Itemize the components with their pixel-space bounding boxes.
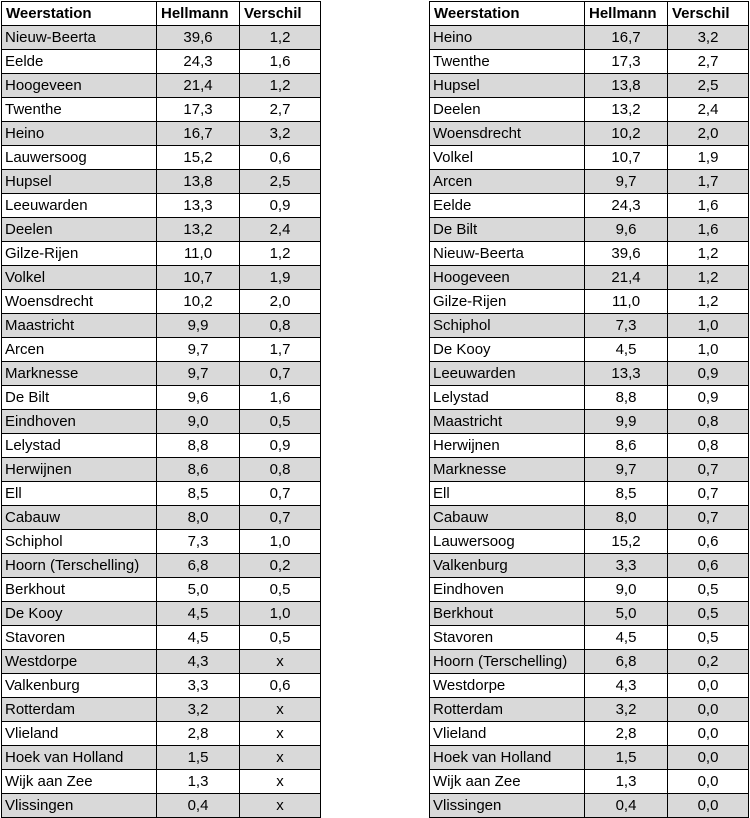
verschil-cell: 0,5 bbox=[668, 602, 749, 626]
verschil-cell: 0,0 bbox=[668, 698, 749, 722]
table-row bbox=[2, 194, 321, 218]
verschil-cell: 2,7 bbox=[240, 98, 321, 122]
station-name-cell: Herwijnen bbox=[2, 458, 157, 482]
hellmann-cell: 1,3 bbox=[585, 770, 668, 794]
station-name-cell: Heino bbox=[430, 26, 585, 50]
verschil-cell: 1,6 bbox=[240, 50, 321, 74]
hellmann-cell: 8,6 bbox=[157, 458, 240, 482]
table-row bbox=[2, 338, 321, 362]
table-row bbox=[430, 626, 749, 650]
hellmann-cell: 10,2 bbox=[157, 290, 240, 314]
station-name-cell: Nieuw-Beerta bbox=[2, 26, 157, 50]
table-row bbox=[430, 770, 749, 794]
table-row bbox=[430, 602, 749, 626]
table-row bbox=[2, 386, 321, 410]
hellmann-cell: 0,4 bbox=[585, 794, 668, 818]
table-row bbox=[2, 218, 321, 242]
verschil-cell: 3,2 bbox=[668, 26, 749, 50]
verschil-cell: x bbox=[240, 794, 321, 818]
hellmann-cell: 8,5 bbox=[157, 482, 240, 506]
table-row bbox=[430, 506, 749, 530]
table-row bbox=[430, 266, 749, 290]
table-row bbox=[2, 554, 321, 578]
hellmann-cell: 8,0 bbox=[157, 506, 240, 530]
station-name-cell: Rotterdam bbox=[2, 698, 157, 722]
verschil-cell: 0,7 bbox=[240, 362, 321, 386]
hellmann-cell: 1,5 bbox=[157, 746, 240, 770]
station-name-cell: Hoorn (Terschelling) bbox=[430, 650, 585, 674]
verschil-cell: x bbox=[240, 698, 321, 722]
station-name-cell: Eelde bbox=[430, 194, 585, 218]
table-row bbox=[2, 290, 321, 314]
hellmann-cell: 13,8 bbox=[157, 170, 240, 194]
table-row bbox=[2, 722, 321, 746]
hellmann-cell: 9,7 bbox=[585, 170, 668, 194]
table-row bbox=[2, 482, 321, 506]
station-name-cell: Lelystad bbox=[2, 434, 157, 458]
verschil-cell: 1,0 bbox=[240, 602, 321, 626]
station-name-cell: Heino bbox=[2, 122, 157, 146]
table-row bbox=[430, 482, 749, 506]
station-name-cell: Maastricht bbox=[2, 314, 157, 338]
verschil-cell: 0,6 bbox=[668, 554, 749, 578]
verschil-cell: 0,6 bbox=[668, 530, 749, 554]
station-name-cell: Schiphol bbox=[430, 314, 585, 338]
hellmann-cell: 9,9 bbox=[585, 410, 668, 434]
hellmann-cell: 9,6 bbox=[157, 386, 240, 410]
hellmann-cell: 10,7 bbox=[157, 266, 240, 290]
verschil-cell: 1,0 bbox=[668, 314, 749, 338]
hellmann-cell: 4,5 bbox=[157, 602, 240, 626]
verschil-cell: 1,0 bbox=[240, 530, 321, 554]
hellmann-cell: 9,9 bbox=[157, 314, 240, 338]
table-row bbox=[2, 650, 321, 674]
station-name-cell: Vlieland bbox=[430, 722, 585, 746]
station-name-cell: Deelen bbox=[2, 218, 157, 242]
table-row bbox=[430, 530, 749, 554]
station-name-cell: Leeuwarden bbox=[2, 194, 157, 218]
table-row bbox=[430, 794, 749, 818]
table-row bbox=[430, 410, 749, 434]
table-row bbox=[2, 26, 321, 50]
hellmann-cell: 1,5 bbox=[585, 746, 668, 770]
station-name-cell: Lauwersoog bbox=[2, 146, 157, 170]
hellmann-cell: 24,3 bbox=[585, 194, 668, 218]
hellmann-cell: 21,4 bbox=[585, 266, 668, 290]
station-name-cell: Arcen bbox=[430, 170, 585, 194]
table-row bbox=[430, 170, 749, 194]
table-row bbox=[430, 290, 749, 314]
verschil-cell: 1,2 bbox=[240, 242, 321, 266]
station-name-cell: Vlieland bbox=[2, 722, 157, 746]
hellmann-cell: 15,2 bbox=[585, 530, 668, 554]
hellmann-cell: 2,8 bbox=[585, 722, 668, 746]
station-name-cell: Hoogeveen bbox=[2, 74, 157, 98]
verschil-cell: x bbox=[240, 722, 321, 746]
hellmann-cell: 17,3 bbox=[585, 50, 668, 74]
hellmann-cell: 11,0 bbox=[585, 290, 668, 314]
table-row bbox=[2, 146, 321, 170]
hellmann-cell: 5,0 bbox=[585, 602, 668, 626]
hellmann-cell: 16,7 bbox=[157, 122, 240, 146]
hellmann-cell: 17,3 bbox=[157, 98, 240, 122]
hellmann-cell: 3,3 bbox=[157, 674, 240, 698]
verschil-cell: 1,7 bbox=[240, 338, 321, 362]
verschil-cell: 1,9 bbox=[240, 266, 321, 290]
verschil-cell: 2,4 bbox=[240, 218, 321, 242]
header-verschil: Verschil bbox=[240, 2, 321, 26]
hellmann-cell: 2,8 bbox=[157, 722, 240, 746]
verschil-cell: x bbox=[240, 770, 321, 794]
table-row bbox=[2, 170, 321, 194]
table-row bbox=[2, 122, 321, 146]
station-name-cell: Woensdrecht bbox=[430, 122, 585, 146]
station-name-cell: Twenthe bbox=[2, 98, 157, 122]
table-row bbox=[2, 50, 321, 74]
station-name-cell: Marknesse bbox=[2, 362, 157, 386]
station-name-cell: Vlissingen bbox=[430, 794, 585, 818]
table-row bbox=[430, 746, 749, 770]
verschil-cell: 1,6 bbox=[240, 386, 321, 410]
table-row bbox=[2, 602, 321, 626]
verschil-cell: 1,2 bbox=[668, 290, 749, 314]
hellmann-cell: 9,6 bbox=[585, 218, 668, 242]
table-row bbox=[430, 194, 749, 218]
station-name-cell: Hoek van Holland bbox=[430, 746, 585, 770]
verschil-cell: 0,9 bbox=[240, 434, 321, 458]
station-name-cell: Twenthe bbox=[430, 50, 585, 74]
table-row bbox=[430, 698, 749, 722]
verschil-cell: 2,5 bbox=[668, 74, 749, 98]
header-station: Weerstation bbox=[2, 2, 157, 26]
verschil-cell: 0,2 bbox=[668, 650, 749, 674]
table-row bbox=[2, 770, 321, 794]
hellmann-cell: 1,3 bbox=[157, 770, 240, 794]
station-name-cell: Berkhout bbox=[430, 602, 585, 626]
hellmann-cell: 13,3 bbox=[585, 362, 668, 386]
station-name-cell: Eelde bbox=[2, 50, 157, 74]
verschil-cell: x bbox=[240, 746, 321, 770]
verschil-cell: 1,7 bbox=[668, 170, 749, 194]
header-verschil: Verschil bbox=[668, 2, 749, 26]
left-station-table bbox=[1, 1, 321, 818]
station-name-cell: Wijk aan Zee bbox=[430, 770, 585, 794]
hellmann-cell: 9,7 bbox=[157, 338, 240, 362]
table-row bbox=[430, 98, 749, 122]
station-name-cell: Lelystad bbox=[430, 386, 585, 410]
verschil-cell: 0,0 bbox=[668, 722, 749, 746]
verschil-cell: 2,4 bbox=[668, 98, 749, 122]
station-name-cell: Nieuw-Beerta bbox=[430, 242, 585, 266]
hellmann-cell: 13,2 bbox=[157, 218, 240, 242]
table-row bbox=[430, 74, 749, 98]
verschil-cell: 0,8 bbox=[240, 458, 321, 482]
station-name-cell: Marknesse bbox=[430, 458, 585, 482]
hellmann-cell: 13,8 bbox=[585, 74, 668, 98]
table-row bbox=[430, 218, 749, 242]
table-row bbox=[430, 386, 749, 410]
verschil-cell: 0,6 bbox=[240, 146, 321, 170]
table-row bbox=[2, 314, 321, 338]
hellmann-cell: 8,8 bbox=[157, 434, 240, 458]
station-name-cell: Woensdrecht bbox=[2, 290, 157, 314]
table-row bbox=[2, 458, 321, 482]
verschil-cell: 0,0 bbox=[668, 794, 749, 818]
table-row bbox=[2, 698, 321, 722]
station-name-cell: Eindhoven bbox=[430, 578, 585, 602]
hellmann-cell: 10,7 bbox=[585, 146, 668, 170]
verschil-cell: 1,6 bbox=[668, 194, 749, 218]
verschil-cell: 0,2 bbox=[240, 554, 321, 578]
verschil-cell: 1,9 bbox=[668, 146, 749, 170]
hellmann-cell: 3,2 bbox=[585, 698, 668, 722]
station-name-cell: De Kooy bbox=[2, 602, 157, 626]
verschil-cell: 0,0 bbox=[668, 746, 749, 770]
station-name-cell: Rotterdam bbox=[430, 698, 585, 722]
station-name-cell: Stavoren bbox=[430, 626, 585, 650]
header-row bbox=[2, 2, 321, 26]
hellmann-cell: 24,3 bbox=[157, 50, 240, 74]
verschil-cell: 0,5 bbox=[668, 626, 749, 650]
table-row bbox=[2, 98, 321, 122]
table-row bbox=[2, 794, 321, 818]
verschil-cell: 3,2 bbox=[240, 122, 321, 146]
right-table-body bbox=[430, 26, 749, 818]
table-row bbox=[2, 266, 321, 290]
verschil-cell: 0,9 bbox=[240, 194, 321, 218]
table-row bbox=[430, 122, 749, 146]
hellmann-cell: 6,8 bbox=[585, 650, 668, 674]
station-name-cell: Ell bbox=[430, 482, 585, 506]
station-name-cell: Eindhoven bbox=[2, 410, 157, 434]
hellmann-cell: 8,6 bbox=[585, 434, 668, 458]
table-row bbox=[430, 674, 749, 698]
hellmann-cell: 4,3 bbox=[157, 650, 240, 674]
station-name-cell: Herwijnen bbox=[430, 434, 585, 458]
verschil-cell: 1,2 bbox=[240, 26, 321, 50]
station-name-cell: Arcen bbox=[2, 338, 157, 362]
table-row bbox=[430, 26, 749, 50]
table-row bbox=[430, 338, 749, 362]
header-station: Weerstation bbox=[430, 2, 585, 26]
verschil-cell: 1,2 bbox=[668, 242, 749, 266]
verschil-cell: 1,2 bbox=[240, 74, 321, 98]
left-table-body bbox=[2, 26, 321, 818]
verschil-cell: 0,7 bbox=[240, 482, 321, 506]
table-row bbox=[2, 746, 321, 770]
hellmann-cell: 4,5 bbox=[585, 338, 668, 362]
hellmann-cell: 7,3 bbox=[585, 314, 668, 338]
station-name-cell: Valkenburg bbox=[2, 674, 157, 698]
verschil-cell: 2,0 bbox=[240, 290, 321, 314]
hellmann-cell: 10,2 bbox=[585, 122, 668, 146]
hellmann-cell: 4,3 bbox=[585, 674, 668, 698]
station-name-cell: Deelen bbox=[430, 98, 585, 122]
station-name-cell: Hupsel bbox=[430, 74, 585, 98]
hellmann-cell: 4,5 bbox=[585, 626, 668, 650]
station-name-cell: Hupsel bbox=[2, 170, 157, 194]
hellmann-cell: 11,0 bbox=[157, 242, 240, 266]
table-row bbox=[2, 434, 321, 458]
hellmann-cell: 39,6 bbox=[157, 26, 240, 50]
hellmann-cell: 13,3 bbox=[157, 194, 240, 218]
verschil-cell: 1,2 bbox=[668, 266, 749, 290]
hellmann-cell: 8,8 bbox=[585, 386, 668, 410]
station-name-cell: Cabauw bbox=[2, 506, 157, 530]
verschil-cell: 2,5 bbox=[240, 170, 321, 194]
table-row bbox=[430, 314, 749, 338]
hellmann-cell: 6,8 bbox=[157, 554, 240, 578]
verschil-cell: 1,0 bbox=[668, 338, 749, 362]
table-row bbox=[2, 674, 321, 698]
table-row bbox=[430, 50, 749, 74]
station-name-cell: De Bilt bbox=[2, 386, 157, 410]
verschil-cell: 0,5 bbox=[240, 410, 321, 434]
station-name-cell: Wijk aan Zee bbox=[2, 770, 157, 794]
header-hellmann: Hellmann bbox=[157, 2, 240, 26]
verschil-cell: 2,0 bbox=[668, 122, 749, 146]
table-row bbox=[2, 578, 321, 602]
verschil-cell: x bbox=[240, 650, 321, 674]
verschil-cell: 2,7 bbox=[668, 50, 749, 74]
station-name-cell: Maastricht bbox=[430, 410, 585, 434]
station-name-cell: Berkhout bbox=[2, 578, 157, 602]
hellmann-cell: 21,4 bbox=[157, 74, 240, 98]
station-name-cell: Stavoren bbox=[2, 626, 157, 650]
right-station-table bbox=[429, 1, 749, 818]
table-row bbox=[430, 650, 749, 674]
hellmann-cell: 9,0 bbox=[157, 410, 240, 434]
table-row bbox=[2, 506, 321, 530]
station-name-cell: Hoorn (Terschelling) bbox=[2, 554, 157, 578]
verschil-cell: 0,8 bbox=[668, 410, 749, 434]
station-name-cell: Cabauw bbox=[430, 506, 585, 530]
station-name-cell: Gilze-Rijen bbox=[430, 290, 585, 314]
verschil-cell: 0,7 bbox=[668, 458, 749, 482]
table-row bbox=[430, 458, 749, 482]
hellmann-cell: 9,7 bbox=[585, 458, 668, 482]
table-row bbox=[2, 530, 321, 554]
table-row bbox=[2, 242, 321, 266]
verschil-cell: 0,7 bbox=[668, 482, 749, 506]
hellmann-cell: 9,0 bbox=[585, 578, 668, 602]
verschil-cell: 0,5 bbox=[668, 578, 749, 602]
table-row bbox=[2, 362, 321, 386]
hellmann-cell: 3,2 bbox=[157, 698, 240, 722]
hellmann-cell: 39,6 bbox=[585, 242, 668, 266]
verschil-cell: 0,6 bbox=[240, 674, 321, 698]
verschil-cell: 0,5 bbox=[240, 626, 321, 650]
hellmann-cell: 5,0 bbox=[157, 578, 240, 602]
station-name-cell: Westdorpe bbox=[430, 674, 585, 698]
verschil-cell: 0,7 bbox=[668, 506, 749, 530]
table-row bbox=[430, 722, 749, 746]
table-row bbox=[430, 434, 749, 458]
table-row bbox=[430, 242, 749, 266]
verschil-cell: 0,9 bbox=[668, 386, 749, 410]
hellmann-cell: 3,3 bbox=[585, 554, 668, 578]
station-name-cell: Hoogeveen bbox=[430, 266, 585, 290]
station-name-cell: Vlissingen bbox=[2, 794, 157, 818]
hellmann-cell: 7,3 bbox=[157, 530, 240, 554]
hellmann-cell: 8,0 bbox=[585, 506, 668, 530]
station-name-cell: Westdorpe bbox=[2, 650, 157, 674]
table-row bbox=[2, 74, 321, 98]
hellmann-cell: 4,5 bbox=[157, 626, 240, 650]
hellmann-cell: 8,5 bbox=[585, 482, 668, 506]
hellmann-cell: 9,7 bbox=[157, 362, 240, 386]
verschil-cell: 0,8 bbox=[240, 314, 321, 338]
hellmann-cell: 13,2 bbox=[585, 98, 668, 122]
verschil-cell: 0,0 bbox=[668, 770, 749, 794]
table-row bbox=[2, 410, 321, 434]
station-name-cell: Volkel bbox=[430, 146, 585, 170]
station-name-cell: De Bilt bbox=[430, 218, 585, 242]
header-hellmann: Hellmann bbox=[585, 2, 668, 26]
table-row bbox=[430, 146, 749, 170]
table-row bbox=[430, 554, 749, 578]
station-name-cell: Hoek van Holland bbox=[2, 746, 157, 770]
station-name-cell: Lauwersoog bbox=[430, 530, 585, 554]
table-row bbox=[2, 626, 321, 650]
table-row bbox=[430, 578, 749, 602]
station-name-cell: Valkenburg bbox=[430, 554, 585, 578]
station-name-cell: Ell bbox=[2, 482, 157, 506]
verschil-cell: 1,6 bbox=[668, 218, 749, 242]
hellmann-cell: 16,7 bbox=[585, 26, 668, 50]
verschil-cell: 0,9 bbox=[668, 362, 749, 386]
verschil-cell: 0,8 bbox=[668, 434, 749, 458]
hellmann-cell: 0,4 bbox=[157, 794, 240, 818]
table-row bbox=[430, 362, 749, 386]
verschil-cell: 0,0 bbox=[668, 674, 749, 698]
station-name-cell: De Kooy bbox=[430, 338, 585, 362]
verschil-cell: 0,7 bbox=[240, 506, 321, 530]
station-name-cell: Volkel bbox=[2, 266, 157, 290]
header-row bbox=[430, 2, 749, 26]
station-name-cell: Schiphol bbox=[2, 530, 157, 554]
verschil-cell: 0,5 bbox=[240, 578, 321, 602]
station-name-cell: Gilze-Rijen bbox=[2, 242, 157, 266]
station-name-cell: Leeuwarden bbox=[430, 362, 585, 386]
hellmann-cell: 15,2 bbox=[157, 146, 240, 170]
